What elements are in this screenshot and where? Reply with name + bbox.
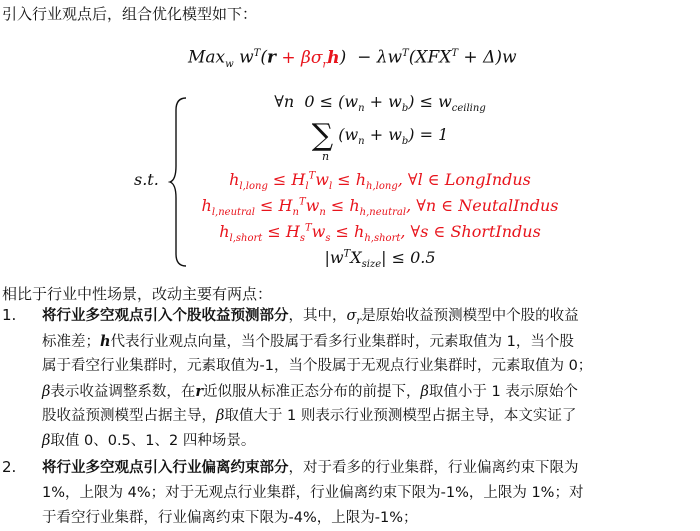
item-1-line-1: 将行业多空观点引入个股收益预测部分，其中，$\sigma_r$是原始收益预测模型中个股的收益 bbox=[42, 308, 579, 327]
item-2-line-2: 1%，上限为 4%；对于无观点行业集群，行业偏离约束下限为-1%，上限为 1%；对 bbox=[42, 485, 584, 501]
objective-function: Max$_w$ $w^T(r + \beta\sigma_rh) - \lambda w^T(XFX^T + \Delta)w$ bbox=[188, 47, 517, 71]
intro-text: 引入行业观点后，组合优化模型如下： bbox=[2, 5, 258, 23]
constraint-ceiling: ∀n $0 \le (w_n + w_b) \le w_{ceiling}$ bbox=[274, 92, 486, 115]
constraint-sum: ∑ $(w_n + w_b) = 1$ n bbox=[311, 118, 449, 163]
constraint-neutral: $h_{l,neutral} \le H_n^Tw_n \le h_{h,neutral}$, ∀n ∈ NeutalIndus bbox=[201, 196, 559, 219]
constraint-short: $h_{l,short} \le H_s^Tw_s \le h_{h,short}$, ∀s ∈ ShortIndus bbox=[219, 222, 541, 245]
item-1-line-3: 属于看空行业集群时，元素取值为-1，当个股属于无观点行业集群时，元素取值为 0； bbox=[42, 358, 593, 374]
item-1-line-4: β表示收益调整系数，在r近似服从标准正态分布的前提下，β取值小于 1 表示原始个 bbox=[42, 383, 578, 400]
constraint-size: $|w^TX_{size}| \le 0.5$ bbox=[324, 248, 436, 271]
item-2-line-1: 将行业多空观点引入行业偏离约束部分，对于看多的行业集群，行业偏离约束下限为 bbox=[42, 460, 579, 476]
subject-to-label: s.t. bbox=[134, 170, 159, 189]
item-1-line-6: β取值 0、0.5、1、2 四种场景。 bbox=[42, 433, 256, 449]
item-1-line-5: 股收益预测模型占据主导，β取值大于 1 则表示行业预测模型占据主导，本文实证了 bbox=[42, 408, 577, 424]
item-1-number: 1. bbox=[2, 306, 17, 324]
compare-text: 相比于行业中性场景，改动主要有两点： bbox=[2, 285, 273, 303]
item-1-line-2: 标准差；h代表行业观点向量，当个股属于看多行业集群时，元素取值为 1，当个股 bbox=[42, 333, 574, 350]
constraint-long: $h_{l,long} \le H_l^Tw_l \le h_{h,long}$, ∀l ∈ LongIndus bbox=[229, 170, 531, 193]
item-2-line-3: 于看空行业集群，行业偏离约束下限为-4%，上限为-1%； bbox=[42, 510, 418, 526]
item-2-number: 2. bbox=[2, 458, 17, 476]
